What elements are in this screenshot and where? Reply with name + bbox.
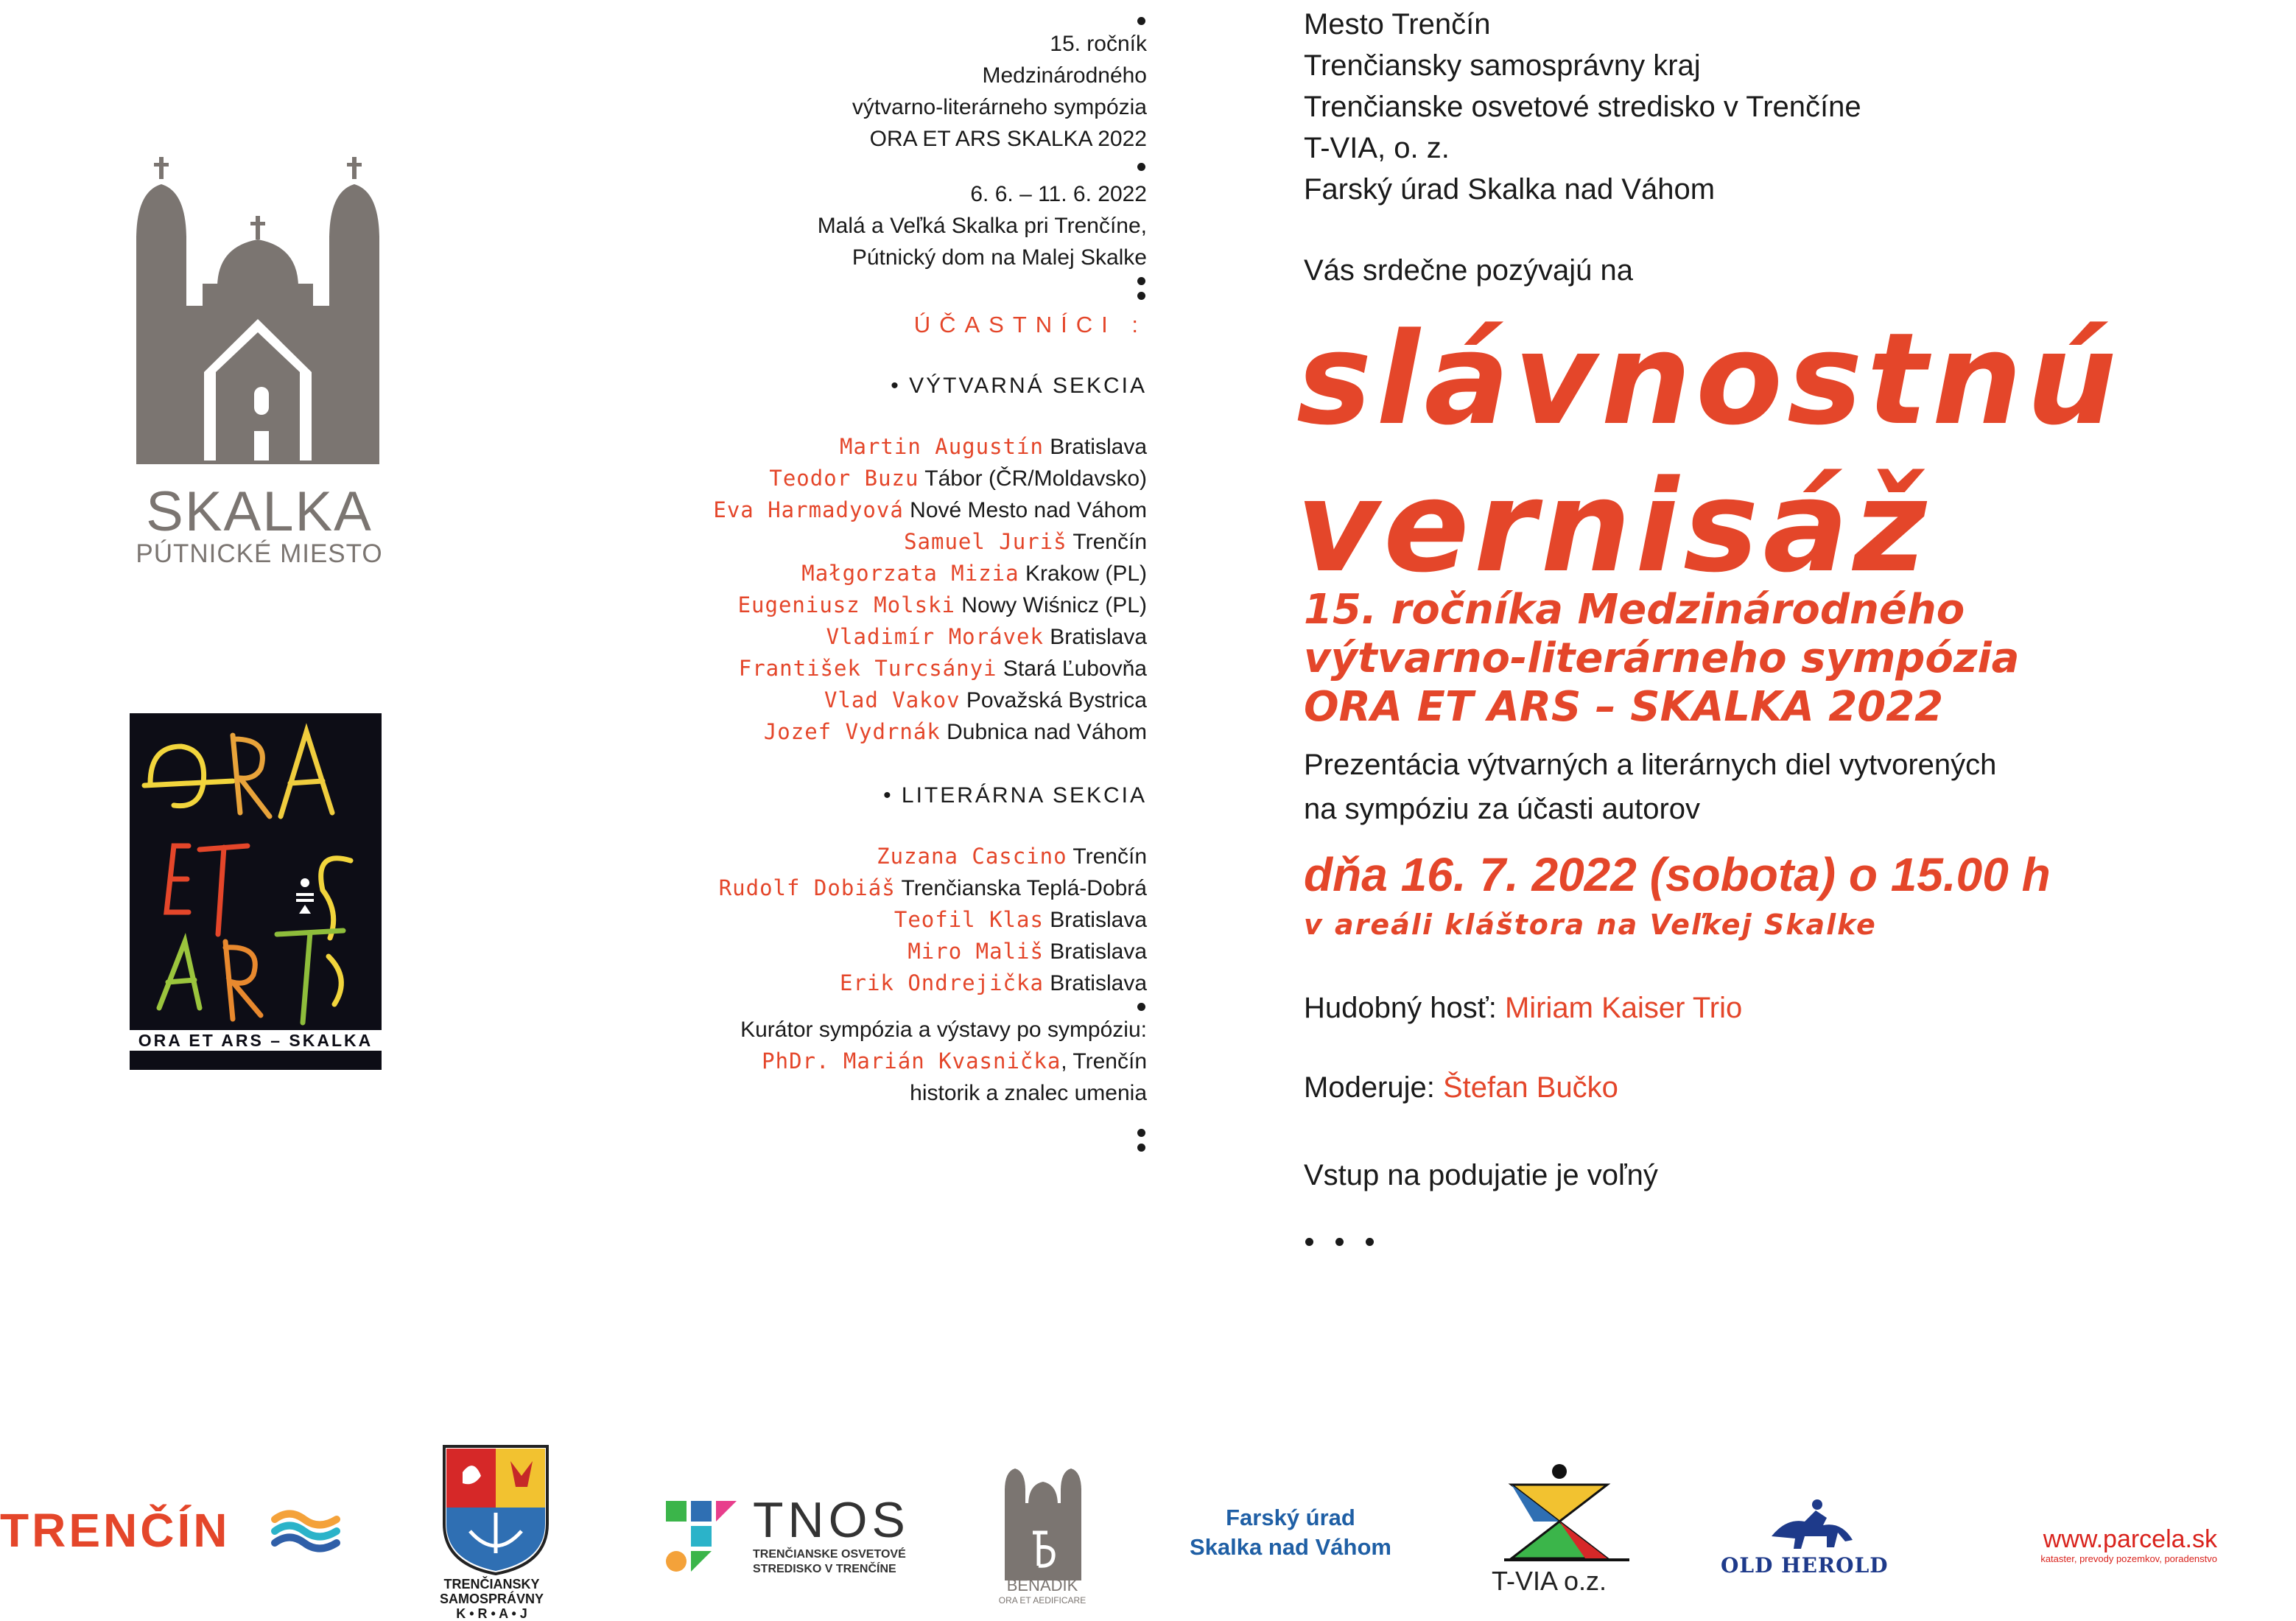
curator-city: , Trenčín [1061, 1049, 1147, 1074]
bullet-dot [1137, 1144, 1145, 1152]
participant-name: František Turcsányi [738, 656, 997, 681]
participant-name: Jozef Vydrnák [763, 719, 941, 744]
intro-line4: ORA ET ARS SKALKA 2022 [869, 127, 1147, 151]
organizer-1: Mesto Trenčín [1304, 8, 1491, 41]
participant-name: Miro Mališ [907, 939, 1044, 964]
participant-row [484, 904, 1147, 936]
participant-row [484, 558, 1147, 589]
tsk-logo-caption: TRENČIANSKY SAMOSPRÁVNY K • R • A • J [439, 1577, 544, 1621]
participant-city: Nowy Wiśnicz (PL) [961, 593, 1147, 617]
organizers-list [1304, 4, 2261, 210]
participant-city: Bratislava [1050, 939, 1147, 964]
participant-name: Vladimír Morávek [826, 624, 1044, 649]
participant-city: Bratislava [1050, 625, 1147, 649]
subtitle-line1: 15. ročníka Medzinárodného [1304, 586, 1965, 634]
participant-name: Zuzana Cascino [877, 844, 1067, 869]
event-date: dňa 16. 7. 2022 (sobota) o 15.00 h [1304, 848, 2051, 901]
ellipsis-dots [1305, 1238, 1374, 1246]
event-venue: v areáli kláštora na Veľkej Skalke [1304, 908, 1877, 941]
parcela-logo-subtitle: kataster, prevody pozemkov, poradenstvo [2040, 1553, 2217, 1564]
farsky-urad-logo-text: Farský úrad Skalka nad Váhom [1190, 1505, 1391, 1560]
literary-participants-list [484, 841, 1147, 999]
participants-heading: ÚČASTNÍCI : [913, 312, 1147, 337]
intro-line3: výtvarno-literárneho sympózia [852, 95, 1147, 119]
participant-city: Dubnica nad Váhom [947, 720, 1147, 744]
skalka-logo-title: SKALKA [146, 480, 373, 543]
participant-row [484, 872, 1147, 904]
old-herold-rider-icon [1764, 1496, 1860, 1555]
participant-row [484, 463, 1147, 494]
participant-row [484, 967, 1147, 999]
participant-name: Vlad Vakov [824, 687, 961, 713]
participant-row [484, 494, 1147, 526]
organizer-2: Trenčiansky samosprávny kraj [1304, 49, 1701, 82]
participant-city: Považská Bystrica [966, 688, 1147, 713]
music-guest-label: Hudobný hosť: [1304, 992, 1497, 1024]
participant-city: Trenčín [1072, 530, 1147, 554]
parcela-logo-text: www.parcela.sk [2043, 1525, 2217, 1553]
t-via-logo-text: T-VIA o.z. [1492, 1566, 1607, 1596]
ora-et-ars-logo [130, 713, 382, 1070]
participant-city: Tábor (ČR/Moldavsko) [924, 466, 1147, 491]
symposium-date: 6. 6. – 11. 6. 2022 [970, 182, 1147, 206]
visual-participants-list [484, 431, 1147, 748]
participant-row [484, 685, 1147, 716]
description-line2: na sympóziu za účasti autorov [1304, 793, 1701, 825]
skalka-logo-subtitle: PÚTNICKÉ MIESTO [136, 539, 383, 568]
organizer-3: Trenčianske osvetové stredisko v Trenčíne [1304, 91, 1861, 123]
intro-line2: Medzinárodného [982, 63, 1147, 88]
headline-slavnostnu: slávnostnú [1296, 305, 2121, 453]
trencin-wave-icon [269, 1505, 343, 1556]
bullet-dot [1137, 277, 1145, 285]
trencin-logo-text: TRENČÍN [0, 1504, 231, 1557]
organizer-4: T-VIA, o. z. [1304, 132, 1450, 164]
participant-name: Eva Harmadyová [713, 497, 904, 522]
subtitle-line2: výtvarno-literárneho sympózia [1304, 634, 2020, 682]
organizer-5: Farský úrad Skalka nad Váhom [1304, 173, 1716, 206]
participant-city: Trenčianska Teplá-Dobrá [901, 876, 1147, 900]
participant-city: Stará Ľubovňa [1003, 657, 1147, 681]
ora-logo-caption: ORA ET ARS – SKALKA [130, 1030, 382, 1051]
participant-row [484, 526, 1147, 558]
participant-city: Bratislava [1050, 435, 1147, 459]
participant-row [484, 589, 1147, 621]
curator-line [484, 1046, 1147, 1077]
moderator-value: Štefan Bučko [1443, 1071, 1618, 1104]
participant-row [484, 841, 1147, 872]
participant-name: Teodor Buzu [769, 466, 919, 491]
symposium-place1: Malá a Veľká Skalka pri Trenčíne, [817, 214, 1147, 238]
old-herold-logo-text: OLD HEROLD [1721, 1553, 1889, 1578]
moderator-line [1304, 1065, 1618, 1110]
curator-name: PhDr. Marián Kvasnička [762, 1048, 1061, 1074]
headline-vernisaz: vernisáž [1296, 452, 1931, 601]
tnos-squares-icon [664, 1499, 738, 1573]
symposium-info-column [484, 13, 1147, 1155]
t-via-hourglass-icon [1489, 1463, 1629, 1566]
description-line1: Prezentácia výtvarných a literárnych diel vytvorených [1304, 749, 1997, 781]
curator-role: historik a znalec umenia [910, 1081, 1147, 1105]
participant-city: Krakow (PL) [1025, 561, 1147, 586]
participant-name: Martin Augustín [840, 434, 1044, 459]
bullet-dot [1137, 1003, 1145, 1011]
curator-label: Kurátor sympózia a výstavy po sympóziu: [740, 1018, 1147, 1042]
participant-name: Erik Ondrejička [840, 970, 1044, 995]
participant-name: Teofil Klas [894, 907, 1044, 932]
participant-city: Trenčín [1072, 844, 1147, 869]
entry-note: Vstup na podujatie je voľný [1304, 1159, 1658, 1191]
bullet-dot [1137, 163, 1145, 171]
intro-line1: 15. ročník [1050, 32, 1147, 56]
literary-section-heading: • LITERÁRNA SEKCIA [883, 783, 1147, 808]
participant-name: Rudolf Dobiáš [718, 875, 896, 900]
participant-row [484, 653, 1147, 685]
benadik-church-icon [1002, 1463, 1084, 1580]
participant-city: Bratislava [1050, 908, 1147, 932]
participant-row [484, 431, 1147, 463]
tnos-logo-text: TNOS [753, 1492, 910, 1548]
music-guest-value: Miriam Kaiser Trio [1504, 992, 1743, 1024]
participant-row [484, 936, 1147, 967]
participant-row [484, 716, 1147, 748]
bullet-dot [1137, 17, 1145, 25]
participant-name: Eugeniusz Molski [737, 592, 955, 617]
participant-name: Samuel Juriš [904, 529, 1067, 554]
bullet-dot [1137, 1129, 1145, 1137]
music-guest-line [1304, 986, 1742, 1030]
participant-name: Małgorzata Mizia [801, 561, 1019, 586]
bullet-dot [1137, 292, 1145, 300]
invite-line: Vás srdečne pozývajú na [1304, 254, 1633, 287]
subtitle-line3: ORA ET ARS – SKALKA 2022 [1304, 683, 1944, 731]
symposium-place2: Pútnický dom na Malej Skalke [852, 245, 1147, 270]
participant-row [484, 621, 1147, 653]
tsk-coat-of-arms-icon [440, 1443, 551, 1575]
moderator-label: Moderuje: [1304, 1071, 1435, 1104]
visual-section-heading: • VÝTVARNÁ SEKCIA [891, 374, 1147, 398]
benadik-logo-text: BEŇADIK ORA ET AEDIFICARE [998, 1576, 1086, 1606]
tnos-logo-subtitle: TRENČIANSKE OSVETOVÉ STREDISKO V TRENČÍNE [753, 1548, 906, 1575]
participant-city: Nové Mesto nad Váhom [910, 498, 1147, 522]
participant-city: Bratislava [1050, 971, 1147, 995]
